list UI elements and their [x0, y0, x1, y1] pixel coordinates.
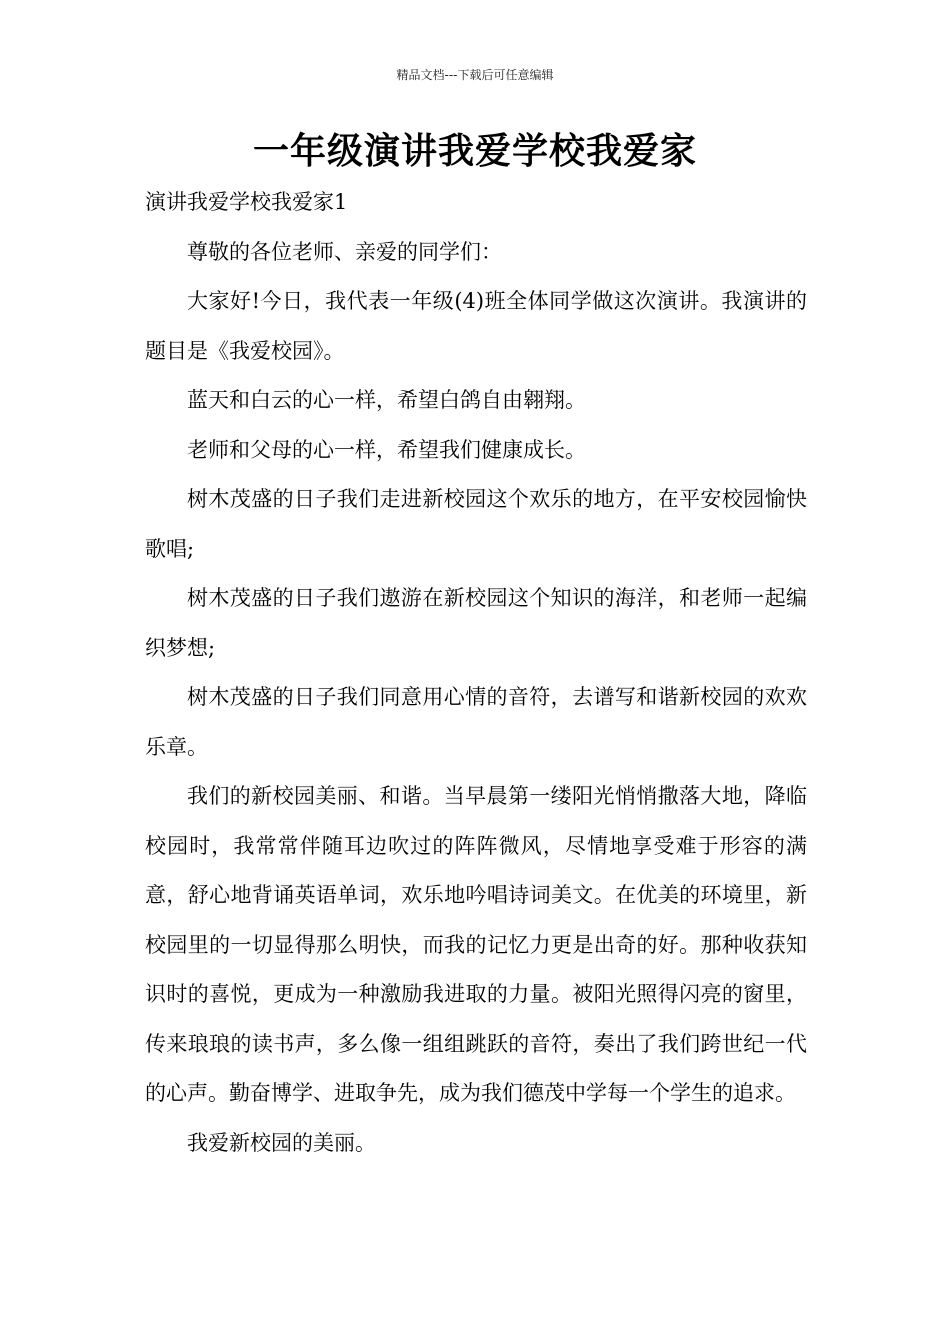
document-title: 一年级演讲我爱学校我爱家	[252, 131, 697, 172]
document-body	[145, 178, 807, 1168]
paragraph-campus: 我们的新校园美丽、和谐。当早晨第一缕阳光悄悄撒落大地，降临校园时，我常常伴随耳边吹过的阵阵微风，尽情地享受难于形容的满意，舒心地背诵英语单词，欢乐地吟唱诗词美文。在优美的环境里，新校园里的一切显得那么明快，而我的记忆力更是出奇的好。那种收获知识时的喜悦，更成为一种激励我进取的力量。被阳光照得闪亮的窗里，传来琅琅的读书声，多么像一组组跳跃的音符，奏出了我们跨世纪一代的心声。勤奋博学、进取争先，成为我们德茂中学每一个学生的追求。	[145, 784, 807, 1105]
paragraph-intro: 大家好!今日，我代表一年级(4)班全体同学做这次演讲。我演讲的题目是《我爱校园》。	[145, 289, 807, 363]
paragraph-teachers: 老师和父母的心一样，希望我们健康成长。	[187, 437, 586, 462]
paragraph-trees-1: 树木茂盛的日子我们走进新校园这个欢乐的地方，在平安校园愉快歌唱;	[145, 487, 807, 561]
paragraph-sky: 蓝天和白云的心一样，希望白鸽自由翱翔。	[187, 388, 586, 412]
paragraph-trees-3: 树木茂盛的日子我们同意用心情的音符，去谱写和谐新校园的欢欢乐章。	[145, 685, 807, 759]
paragraph-closing: 我爱新校园的美丽。	[187, 1130, 376, 1155]
header-note: 精品文档---下载后可任意编辑	[396, 68, 554, 82]
paragraph-greeting: 尊敬的各位老师、亲爱的同学们：	[187, 239, 502, 264]
section-subtitle: 演讲我爱学校我爱家1	[145, 190, 348, 214]
paragraph-trees-2: 树木茂盛的日子我们遨游在新校园这个知识的海洋，和老师一起编织梦想;	[145, 586, 807, 660]
